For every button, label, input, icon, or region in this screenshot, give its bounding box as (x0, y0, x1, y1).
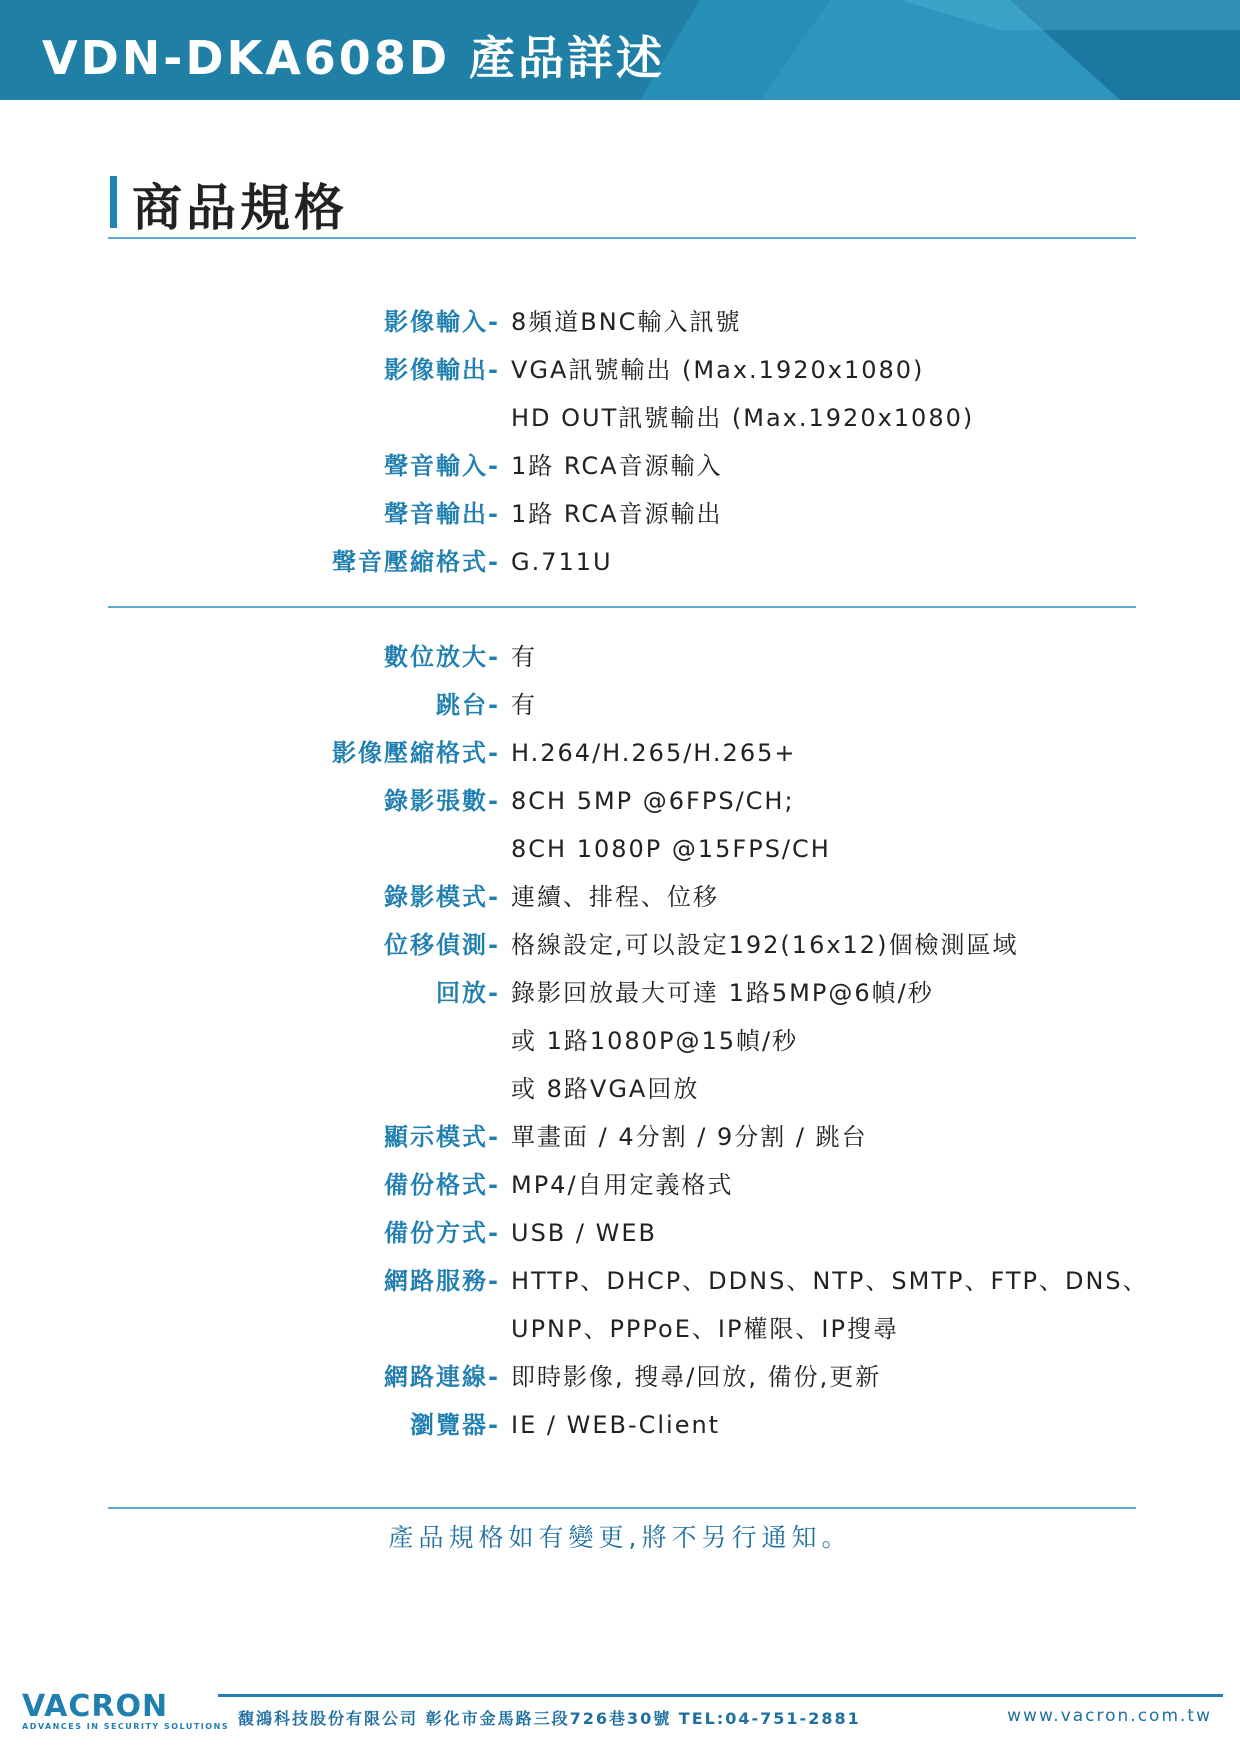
spec-label: 錄影張數- (384, 787, 500, 815)
spec-value: 1路 RCA音源輸入 (511, 452, 723, 480)
section-title: 商品規格 (132, 179, 348, 237)
spec-value: 單畫面 / 4分割 / 9分割 / 跳台 (511, 1123, 868, 1151)
spec-value: 有 (511, 691, 537, 719)
spec-label: 聲音壓縮格式- (332, 548, 500, 576)
spec-value: 格線設定,可以設定192(16x12)個檢測區域 (511, 931, 1019, 959)
spec-row (0, 538, 1240, 586)
spec-row (0, 1113, 1240, 1161)
spec-label: 數位放大- (384, 643, 500, 671)
footer-website[interactable]: www.vacron.com.tw (1007, 1706, 1212, 1726)
spec-label: 網路連線- (384, 1363, 500, 1391)
spec-row (0, 298, 1240, 346)
spec-value: MP4/自用定義格式 (511, 1171, 734, 1199)
spec-row (0, 346, 1240, 394)
spec-value: 8頻道BNC輸入訊號 (511, 308, 742, 336)
spec-label: 顯示模式- (384, 1123, 500, 1151)
spec-group-features (0, 633, 1240, 1449)
spec-label: 回放- (436, 979, 500, 1007)
spec-label: 網路服務- (384, 1267, 500, 1295)
footer-line (218, 1694, 1223, 1697)
spec-row (0, 1065, 1240, 1113)
spec-label: 位移偵測- (384, 931, 500, 959)
spec-row (0, 1305, 1240, 1353)
spec-row (0, 729, 1240, 777)
spec-row (0, 1257, 1240, 1305)
spec-value: UPNP、PPPoE、IP權限、IP搜尋 (511, 1315, 899, 1343)
vacron-logo-text: VACRON (22, 1692, 169, 1720)
vacron-logo (22, 1692, 212, 1720)
spec-value: 或 8路VGA回放 (511, 1075, 700, 1103)
divider-bottom (108, 1507, 1136, 1509)
spec-label: 影像壓縮格式- (332, 739, 500, 767)
spec-value: 8CH 1080P @15FPS/CH (511, 835, 831, 863)
spec-label: 瀏覽器- (410, 1411, 500, 1439)
spec-value: 有 (511, 643, 537, 671)
spec-label: 聲音輸出- (384, 500, 500, 528)
page-title: VDN-DKA608D 產品詳述 (42, 31, 666, 85)
divider-middle (108, 606, 1136, 608)
spec-row (0, 777, 1240, 825)
divider-top (108, 237, 1136, 239)
spec-row (0, 1017, 1240, 1065)
spec-row (0, 921, 1240, 969)
spec-value: VGA訊號輸出 (Max.1920x1080) (511, 356, 925, 384)
spec-value: 連續、排程、位移 (511, 883, 719, 911)
spec-value: HD OUT訊號輸出 (Max.1920x1080) (511, 404, 975, 432)
footer-company: 馥鴻科技股份有限公司 彰化市金馬路三段726巷30號 TEL:04-751-2881 (238, 1709, 861, 1728)
spec-label: 錄影模式- (384, 883, 500, 911)
spec-value: G.711U (511, 548, 613, 576)
spec-label: 備份格式- (384, 1171, 500, 1199)
spec-row (0, 633, 1240, 681)
section-bar (110, 176, 117, 228)
spec-row (0, 394, 1240, 442)
spec-value: 或 1路1080P@15幀/秒 (511, 1027, 799, 1055)
spec-row (0, 1209, 1240, 1257)
spec-row (0, 1353, 1240, 1401)
spec-value: 即時影像, 搜尋/回放, 備份,更新 (511, 1363, 882, 1391)
spec-value: HTTP、DHCP、DDNS、NTP、SMTP、FTP、DNS、 (511, 1267, 1149, 1295)
logo-tagline: ADVANCES IN SECURITY SOLUTIONS (22, 1722, 230, 1731)
spec-label: 影像輸出- (384, 356, 500, 384)
notice-text: 產品規格如有變更,將不另行通知。 (388, 1523, 852, 1552)
spec-label: 跳台- (436, 691, 500, 719)
spec-value: 8CH 5MP @6FPS/CH; (511, 787, 795, 815)
spec-value: 1路 RCA音源輸出 (511, 500, 723, 528)
spec-value: H.264/H.265/H.265+ (511, 739, 797, 767)
spec-label: 聲音輸入- (384, 452, 500, 480)
spec-label: 備份方式- (384, 1219, 500, 1247)
spec-value: IE / WEB-Client (511, 1411, 721, 1439)
spec-row (0, 1401, 1240, 1449)
spec-row (0, 442, 1240, 490)
spec-label: 影像輸入- (384, 308, 500, 336)
spec-row (0, 1161, 1240, 1209)
spec-row (0, 490, 1240, 538)
spec-group-av (0, 298, 1240, 586)
page-header (0, 0, 1240, 100)
spec-row (0, 825, 1240, 873)
spec-value: 錄影回放最大可達 1路5MP@6幀/秒 (511, 979, 934, 1007)
spec-value: USB / WEB (511, 1219, 657, 1247)
spec-row (0, 969, 1240, 1017)
spec-row (0, 681, 1240, 729)
spec-row (0, 873, 1240, 921)
